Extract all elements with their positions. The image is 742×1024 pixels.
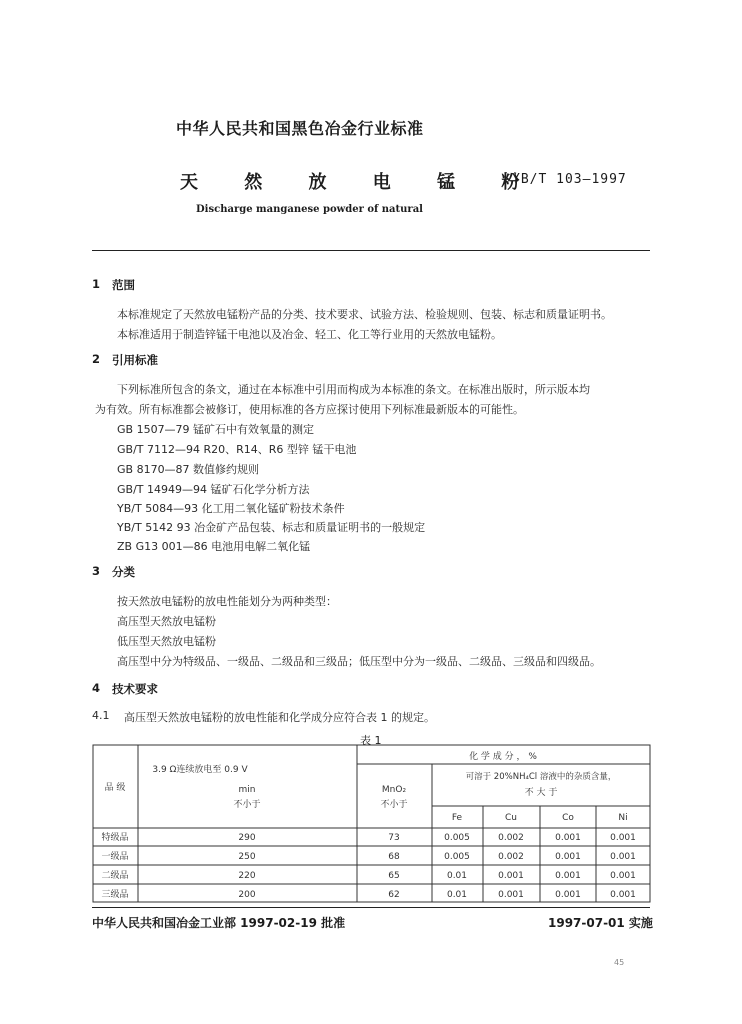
header-discharge-unit: min bbox=[238, 785, 256, 795]
table-cell-ni: 0.001 bbox=[610, 871, 636, 881]
clause-number: 4.1 bbox=[92, 709, 110, 722]
section-2-heading: 引用标准 bbox=[112, 353, 158, 367]
header-grade: 品 级 bbox=[104, 783, 126, 793]
reference-item: YB/T 5084—93 化工用二氧化锰矿粉技术条件 bbox=[117, 502, 345, 515]
table-cell-cu: 0.002 bbox=[498, 833, 524, 843]
section-1-number: 1 bbox=[92, 277, 101, 291]
header-impurity: 可溶于 20%NH₄Cl 溶液中的杂质含量， bbox=[465, 772, 617, 782]
effective-date: 1997-07-01 实施 bbox=[548, 916, 653, 930]
table-cell-discharge: 220 bbox=[238, 871, 256, 881]
section-1-line: 本标准规定了天然放电锰粉产品的分类、技术要求、试验方法、检验规则、包装、标志和质量证明书。 bbox=[117, 308, 612, 321]
table-cell-discharge: 200 bbox=[238, 890, 256, 900]
reference-item: GB 8170—87 数值修约规则 bbox=[117, 463, 260, 476]
table-cell-co: 0.001 bbox=[555, 890, 581, 900]
section-3-line: 高压型中分为特级品、一级品、二级品和三级品；低压型中分为一级品、二级品、三级品和四级品。 bbox=[117, 655, 601, 668]
table-cell-discharge: 250 bbox=[238, 852, 256, 862]
footer-rule bbox=[92, 907, 650, 908]
header-impurity-limit: 不 大 于 bbox=[524, 788, 558, 798]
header-chemical-composition: 化 学 成 分 ， % bbox=[469, 752, 537, 762]
table-cell-cu: 0.001 bbox=[498, 890, 524, 900]
table-row bbox=[101, 870, 635, 881]
reference-item: GB/T 14949—94 锰矿石化学分析方法 bbox=[117, 483, 310, 496]
section-4-heading: 技术要求 bbox=[112, 682, 158, 696]
english-title: Discharge manganese powder of natural bbox=[196, 204, 423, 215]
approval-line: 中华人民共和国冶金工业部 1997-02-19 批准 bbox=[92, 916, 346, 930]
table-cell-co: 0.001 bbox=[555, 833, 581, 843]
table-cell-ni: 0.001 bbox=[610, 833, 636, 843]
table-cell-grade: 特级品 bbox=[101, 833, 129, 843]
section-1-line: 本标准适用于制造锌锰干电池以及冶金、轻工、化工等行业用的天然放电锰粉。 bbox=[117, 328, 502, 341]
table-row bbox=[101, 851, 635, 862]
table-cell-cu: 0.001 bbox=[498, 871, 524, 881]
table-cell-fe: 0.005 bbox=[444, 833, 470, 843]
issuer-title: 中华人民共和国黑色冶金行业标准 bbox=[176, 119, 424, 138]
section-3-line: 按天然放电锰粉的放电性能划分为两种类型： bbox=[117, 595, 337, 608]
header-mno2: MnO₂ bbox=[381, 785, 407, 795]
header-co: Co bbox=[562, 813, 574, 823]
section-1-heading: 范围 bbox=[112, 278, 135, 292]
table-cell-discharge: 290 bbox=[238, 833, 256, 843]
standard-code: YB/T 103—1997 bbox=[512, 172, 627, 187]
table-cell-grade: 二级品 bbox=[101, 871, 129, 881]
table-cell-mno2: 62 bbox=[388, 890, 400, 900]
table-cell-mno2: 73 bbox=[388, 833, 400, 843]
section-2-line: 为有效。所有标准都会被修订，使用标准的各方应探讨使用下列标准最新版本的可能性。 bbox=[95, 403, 524, 416]
table-row bbox=[101, 831, 635, 843]
reference-item: YB/T 5142 93 冶金矿产品包装、标志和质量证明书的一般规定 bbox=[117, 521, 426, 534]
header-discharge-limit: 不小于 bbox=[233, 800, 261, 810]
section-3-number: 3 bbox=[92, 564, 101, 578]
header-ni: Ni bbox=[618, 813, 628, 823]
reference-item: GB 1507—79 锰矿石中有效氧量的测定 bbox=[117, 423, 315, 436]
table-row bbox=[101, 889, 635, 900]
table-cell-cu: 0.002 bbox=[498, 852, 524, 862]
header-fe: Fe bbox=[451, 813, 463, 823]
table-cell-fe: 0.01 bbox=[446, 871, 468, 881]
table-cell-co: 0.001 bbox=[555, 852, 581, 862]
table-cell-grade: 一级品 bbox=[101, 852, 129, 862]
table-caption: 表 1 bbox=[360, 734, 382, 747]
table-cell-mno2: 65 bbox=[388, 871, 400, 881]
document-title: 天 然 放 电 锰 粉 bbox=[180, 172, 540, 193]
section-3-line: 高压型天然放电锰粉 bbox=[117, 615, 216, 628]
header-discharge-condition: 3.9 Ω连续放电至 0.9 V bbox=[152, 765, 248, 775]
page-number: 45 bbox=[614, 958, 625, 967]
table-cell-ni: 0.001 bbox=[610, 852, 636, 862]
table-cell-co: 0.001 bbox=[555, 871, 581, 881]
section-2-number: 2 bbox=[92, 352, 101, 366]
table-cell-grade: 三级品 bbox=[101, 890, 129, 900]
clause-text: 高压型天然放电锰粉的放电性能和化学成分应符合表 1 的规定。 bbox=[124, 711, 435, 724]
reference-item: ZB G13 001—86 电池用电解二氧化锰 bbox=[117, 540, 311, 553]
header-mno2-limit: 不小于 bbox=[380, 800, 408, 810]
table-cell-fe: 0.005 bbox=[444, 852, 470, 862]
section-3-heading: 分类 bbox=[112, 565, 135, 579]
reference-item: GB/T 7112—94 R20、R14、R6 型锌 锰干电池 bbox=[117, 443, 357, 456]
table-cell-ni: 0.001 bbox=[610, 890, 636, 900]
header-cu: Cu bbox=[505, 813, 517, 823]
table-cell-fe: 0.01 bbox=[446, 890, 468, 900]
table-cell-mno2: 68 bbox=[388, 852, 400, 862]
section-3-line: 低压型天然放电锰粉 bbox=[117, 635, 216, 648]
section-2-line: 下列标准所包含的条文，通过在本标准中引用而构成为本标准的条文。在标准出版时，所示版本均 bbox=[117, 383, 590, 396]
section-4-number: 4 bbox=[92, 681, 101, 695]
